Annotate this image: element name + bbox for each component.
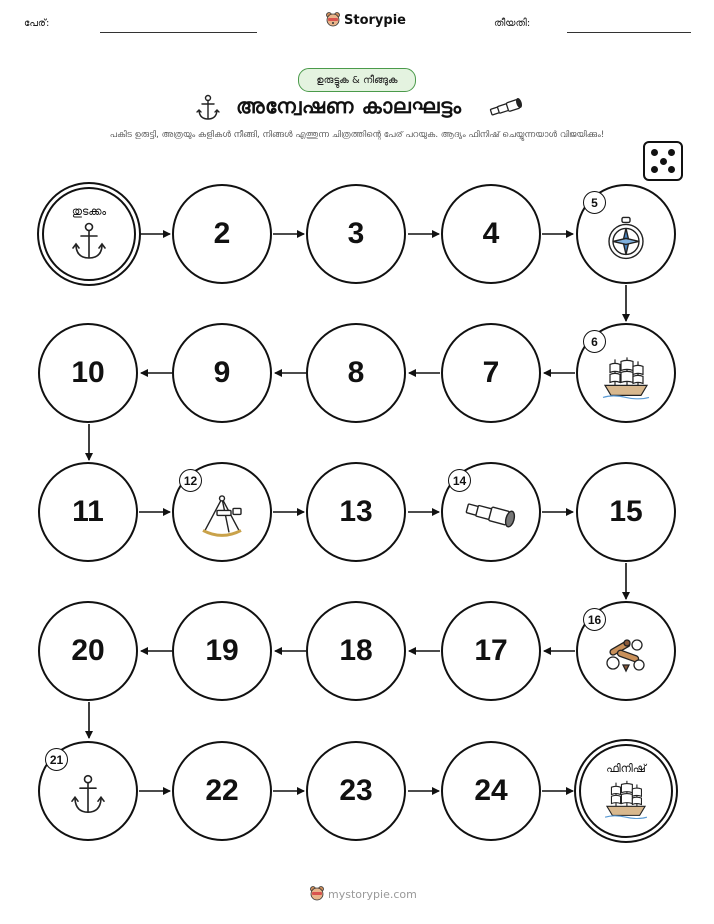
compass-icon [606,216,646,260]
space-number: 7 [482,356,500,389]
date-label: തീയതി: [494,18,531,29]
space-number: 2 [213,217,231,250]
space-number: 23 [339,774,373,807]
board-space-23[interactable] [306,741,406,841]
space-number: 15 [609,495,643,528]
board-space-22[interactable] [172,741,272,841]
board-space-11[interactable] [38,462,138,562]
board-space-19[interactable] [172,601,272,701]
board-space-16[interactable] [576,601,676,701]
page-title: അന്വേഷണ കാലഘട്ടം [236,94,462,118]
space-number: 22 [205,774,239,807]
space-badge: 5 [583,191,606,214]
board-space-24[interactable] [441,741,541,841]
bear-logo-icon [310,886,324,902]
ship-icon [601,355,651,399]
anchor-icon [72,222,106,262]
board-space-5[interactable] [576,184,676,284]
space-number: 18 [339,634,373,667]
board-space-finish[interactable] [579,744,673,838]
board-space-18[interactable] [306,601,406,701]
ship-icon [603,779,649,819]
board-space-12[interactable] [172,462,272,562]
board-space-20[interactable] [38,601,138,701]
anchor-icon [70,774,106,816]
brand-name: Storypie [344,12,406,28]
name-label: പേര്: [24,18,50,29]
board-space-7[interactable] [441,323,541,423]
board-space-13[interactable] [306,462,406,562]
space-number: 9 [213,356,231,389]
board-space-10[interactable] [38,323,138,423]
spices-icon [603,635,649,675]
board-space-21[interactable] [38,741,138,841]
board-space-2[interactable] [172,184,272,284]
board-space-start[interactable] [42,187,136,281]
board-space-3[interactable] [306,184,406,284]
footer-url[interactable]: mystorypie.com [328,887,417,901]
space-number: 11 [72,495,104,528]
space-badge: 14 [448,469,471,492]
space-badge: 12 [179,469,202,492]
space-number: 20 [71,634,105,667]
board-space-6[interactable] [576,323,676,423]
space-badge: 16 [583,608,606,631]
space-number: 3 [347,217,365,250]
board-space-17[interactable] [441,601,541,701]
space-number: 13 [339,495,373,528]
space-number: 19 [205,634,239,667]
space-badge: 21 [45,748,68,771]
finish-label: ഫിനിഷ് [606,762,646,775]
board-space-15[interactable] [576,462,676,562]
board-space-14[interactable] [441,462,541,562]
space-number: 4 [482,217,500,250]
space-number: 24 [474,774,508,807]
board-space-8[interactable] [306,323,406,423]
board-space-9[interactable] [172,323,272,423]
space-badge: 6 [583,330,606,353]
instructions: പകിട ഉരുട്ടി, അത്രയും കളികൾ നീങ്ങി, നിങ്ങൾ എത്തുന്ന ചിത്രത്തിന്റെ പേര് പറയുക. ആദ്യം ഫിനിഷ് ചെയ്യുന്നയാൾ വിജയിക്കും! [109,130,605,140]
footer [310,886,417,902]
pill-label: ഉരുട്ടുക & നീങ്ങുക [316,74,398,86]
space-number: 8 [347,356,365,389]
spyglass-icon [464,500,518,530]
space-number: 10 [71,356,105,389]
space-number: 17 [474,634,508,667]
start-label: തുടക്കം [71,205,107,218]
sextant-icon [199,494,245,538]
board-space-4[interactable] [441,184,541,284]
